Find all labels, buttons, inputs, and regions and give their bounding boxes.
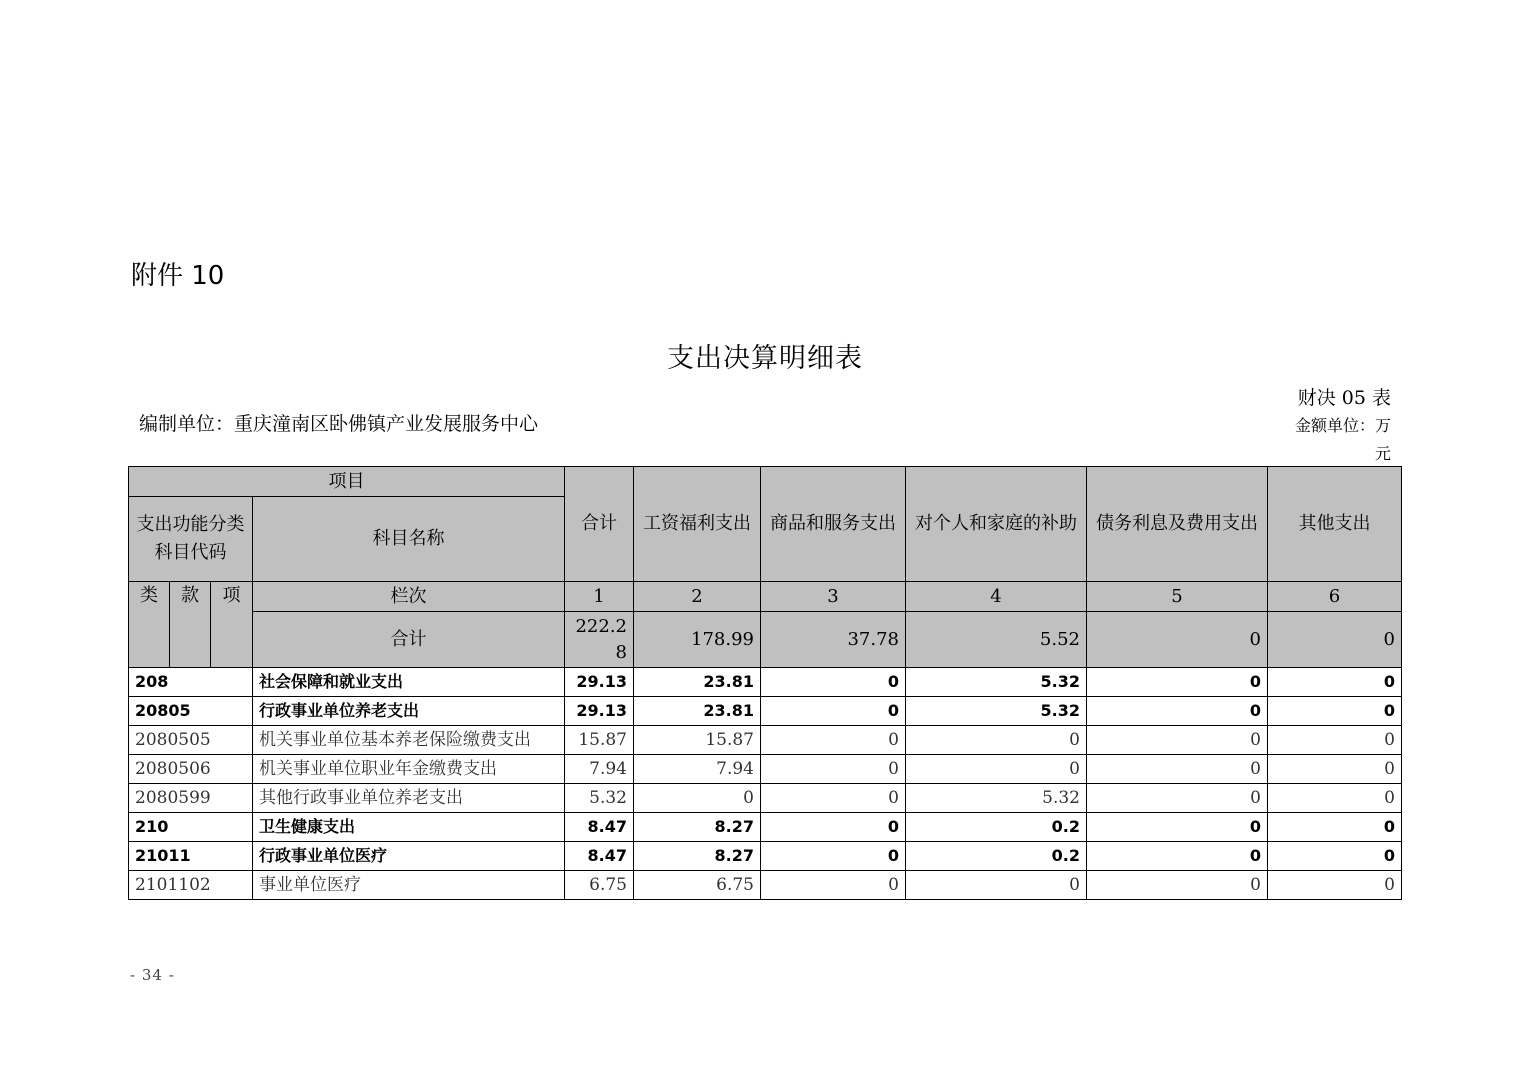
amount-cell: 0 [761,813,906,842]
subject-name-cell: 卫生健康支出 [253,813,565,842]
table-row [129,813,1402,842]
total-value: 178.99 [634,612,761,668]
lanci-number: 6 [1268,582,1402,612]
amount-cell: 29.13 [565,668,634,697]
amount-cell: 0 [906,755,1087,784]
table-row [129,784,1402,813]
total-value: 37.78 [761,612,906,668]
table-row [129,842,1402,871]
amount-cell: 6.75 [634,871,761,900]
function-code-cell: 20805 [129,697,253,726]
function-code-cell: 21011 [129,842,253,871]
amount-cell: 23.81 [634,697,761,726]
subject-name-cell: 事业单位医疗 [253,871,565,900]
lanci-number: 5 [1087,582,1268,612]
amount-cell: 15.87 [565,726,634,755]
amount-cell: 0 [761,784,906,813]
page-title: 支出决算明细表 [667,343,863,374]
amount-cell: 0 [1087,842,1268,871]
function-code-cell: 2080506 [129,755,253,784]
table-body [129,668,1402,900]
amount-cell: 5.32 [906,668,1087,697]
amount-cell: 5.32 [906,784,1087,813]
amount-cell: 8.47 [565,842,634,871]
lanci-number: 2 [634,582,761,612]
lanci-number: 3 [761,582,906,612]
amount-cell: 0 [906,871,1087,900]
subject-name-cell: 行政事业单位医疗 [253,842,565,871]
header-other: 其他支出 [1268,467,1402,582]
amount-cell: 5.32 [565,784,634,813]
amount-cell: 0 [761,842,906,871]
header-kuan: 款 [170,582,211,668]
header-xiang: 项 [211,582,253,668]
subject-name-cell: 社会保障和就业支出 [253,668,565,697]
expenditure-detail-table [128,466,1402,900]
lanci-number: 4 [906,582,1087,612]
header-lei: 类 [129,582,170,668]
header-function-code: 支出功能分类科目代码 [129,497,253,582]
amount-cell: 0 [1268,813,1402,842]
amount-cell: 7.94 [634,755,761,784]
table-row [129,668,1402,697]
amount-cell: 8.27 [634,842,761,871]
total-value: 0 [1087,612,1268,668]
compiling-unit: 编制单位：重庆潼南区卧佛镇产业发展服务中心 [139,413,539,435]
amount-cell: 8.47 [565,813,634,842]
amount-cell: 5.32 [906,697,1087,726]
subject-name-cell: 行政事业单位养老支出 [253,697,565,726]
header-household-subsidy: 对个人和家庭的补助 [906,467,1087,582]
amount-cell: 0 [761,697,906,726]
header-subject-name: 科目名称 [253,497,565,582]
amount-cell: 0 [1087,813,1268,842]
total-value: 222.28 [565,612,634,668]
amount-cell: 0 [761,668,906,697]
subject-name-cell: 机关事业单位基本养老保险缴费支出 [253,726,565,755]
amount-cell: 0 [1087,755,1268,784]
amount-cell: 29.13 [565,697,634,726]
amount-cell: 0.2 [906,813,1087,842]
function-code-cell: 208 [129,668,253,697]
amount-cell: 0 [761,871,906,900]
attachment-label: 附件 10 [131,261,225,291]
header-project: 项目 [129,467,565,497]
total-value: 5.52 [906,612,1087,668]
header-salary: 工资福利支出 [634,467,761,582]
function-code-cell: 2080599 [129,784,253,813]
amount-cell: 0 [1268,726,1402,755]
amount-cell: 0 [906,726,1087,755]
table-row [129,755,1402,784]
header-debt-interest: 债务利息及费用支出 [1087,467,1268,582]
amount-cell: 0 [1268,871,1402,900]
function-code-cell: 2080505 [129,726,253,755]
table-row [129,697,1402,726]
page-number: - 34 - [130,966,175,984]
amount-cell: 0 [1268,784,1402,813]
amount-cell: 0 [1268,697,1402,726]
amount-cell: 0 [1087,784,1268,813]
total-value: 0 [1268,612,1402,668]
subject-name-cell: 机关事业单位职业年金缴费支出 [253,755,565,784]
amount-cell: 8.27 [634,813,761,842]
function-code-cell: 210 [129,813,253,842]
header-total: 合计 [565,467,634,582]
header-lanci: 栏次 [253,582,565,612]
amount-cell: 15.87 [634,726,761,755]
amount-cell: 0 [761,726,906,755]
function-code-cell: 2101102 [129,871,253,900]
amount-cell: 0 [1087,726,1268,755]
amount-cell: 6.75 [565,871,634,900]
amount-cell: 0 [634,784,761,813]
amount-unit: 金额单位：万元 [1294,416,1391,463]
form-number: 财决 05 表 [1297,387,1391,409]
amount-cell: 23.81 [634,668,761,697]
amount-cell: 0 [761,755,906,784]
header-total-label: 合计 [253,612,565,668]
amount-cell: 0 [1087,697,1268,726]
header-goods-services: 商品和服务支出 [761,467,906,582]
amount-cell: 0.2 [906,842,1087,871]
lanci-number: 1 [565,582,634,612]
amount-cell: 0 [1087,871,1268,900]
amount-cell: 0 [1268,668,1402,697]
table-row [129,726,1402,755]
amount-cell: 0 [1268,755,1402,784]
amount-cell: 0 [1087,668,1268,697]
subject-name-cell: 其他行政事业单位养老支出 [253,784,565,813]
amount-cell: 7.94 [565,755,634,784]
table-row [129,871,1402,900]
amount-cell: 0 [1268,842,1402,871]
